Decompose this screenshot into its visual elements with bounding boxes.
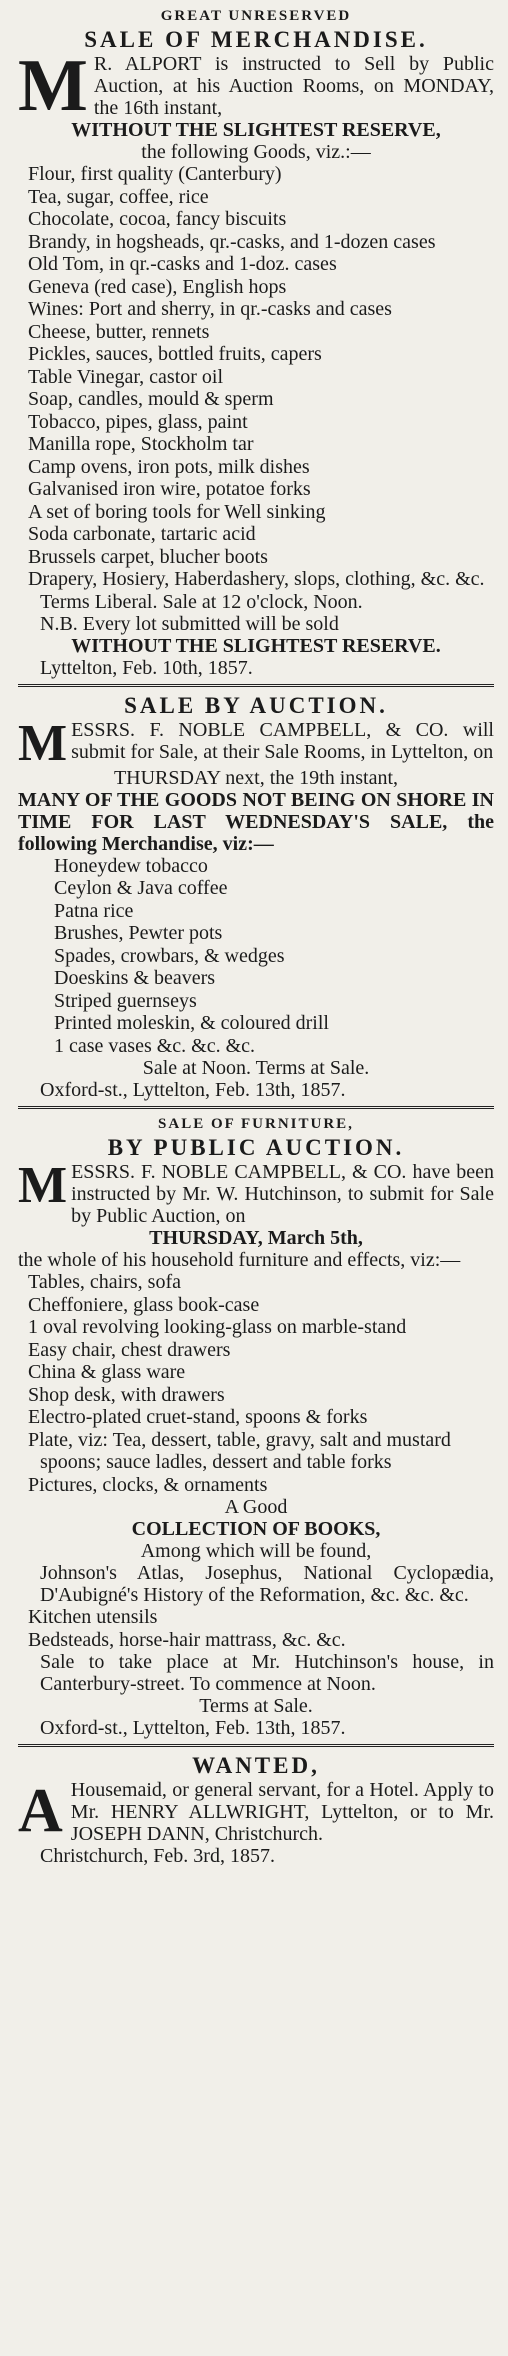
column-divider bbox=[18, 1106, 494, 1109]
list-item: Cheese, butter, rennets bbox=[28, 320, 210, 343]
advert-furniture-sale bbox=[18, 1114, 494, 1739]
advert-intro-text: ESSRS. F. NOBLE CAMPBELL, & CO. have been instructed by Mr. W. Hutchinson, to submit for Sale by Public Auction, on bbox=[71, 1161, 494, 1227]
list-item: Tables, chairs, sofa bbox=[28, 1271, 181, 1293]
list-item: Bedsteads, horse-hair mattrass, &c. &c. bbox=[28, 1628, 346, 1651]
list-item: Kitchen utensils bbox=[28, 1606, 158, 1628]
drop-cap: M bbox=[18, 1157, 68, 1214]
advert-terms: Sale at Noon. Terms at Sale. bbox=[142, 1057, 370, 1079]
advert-headline: WITHOUT THE SLIGHTEST RESERVE, bbox=[71, 119, 441, 141]
list-item: Patna rice bbox=[54, 899, 134, 922]
advert-lead: the following Goods, viz.:— bbox=[141, 141, 371, 163]
books-list: Johnson's Atlas, Josephus, National Cyclopædia, D'Aubigné's History of the Reformation, &c. &c. &c. bbox=[40, 1562, 494, 1606]
list-item: Pictures, clocks, & ornaments bbox=[28, 1473, 268, 1496]
list-item: A set of boring tools for Well sinking bbox=[28, 500, 326, 523]
advert-dateline: Christchurch, Feb. 3rd, 1857. bbox=[40, 1845, 275, 1867]
utensils-list bbox=[18, 1606, 494, 1651]
advert-title: BY PUBLIC AUCTION. bbox=[107, 1135, 405, 1160]
books-good: A Good bbox=[224, 1496, 288, 1518]
list-item: Tea, sugar, coffee, rice bbox=[28, 185, 209, 208]
advert-title: SALE OF MERCHANDISE. bbox=[84, 27, 428, 52]
advert-intro-text: R. ALPORT is instructed to Sell by Public Auction, at his Auction Rooms, on MONDAY, the 16th instant, bbox=[93, 53, 494, 119]
advert-sale-by-auction bbox=[18, 692, 494, 1102]
advert-terms: Terms Liberal. Sale at 12 o'clock, Noon. bbox=[40, 590, 363, 613]
list-item: Plate, viz: Tea, dessert, table, gravy, salt and mustard spoons; sauce ladles, dessert and table forks bbox=[28, 1428, 451, 1473]
advert-dateline: Oxford-st., Lyttelton, Feb. 13th, 1857. bbox=[40, 1717, 346, 1739]
advert-merchandise-sale bbox=[18, 6, 494, 679]
advert-headline: MANY OF THE GOODS NOT BEING ON SHORE IN TIME FOR LAST WEDNESDAY'S SALE, the following Merchandise, viz:— bbox=[18, 788, 494, 855]
goods-list bbox=[18, 163, 494, 591]
list-item: Printed moleskin, & coloured drill bbox=[54, 1012, 329, 1034]
list-item: Galvanised iron wire, potatoe forks bbox=[28, 478, 311, 500]
books-lead: Among which will be found, bbox=[140, 1540, 372, 1562]
advert-title: WANTED, bbox=[192, 1753, 320, 1778]
advert-intro bbox=[18, 714, 494, 772]
list-item: Brandy, in hogsheads, qr.-casks, and 1-dozen cases bbox=[28, 230, 436, 253]
advert-wanted bbox=[18, 1752, 494, 1867]
advert-body bbox=[18, 1779, 494, 1845]
column-divider bbox=[18, 684, 494, 687]
list-item: Wines: Port and sherry, in qr.-casks and cases bbox=[28, 298, 392, 320]
list-item: Camp ovens, iron pots, milk dishes bbox=[28, 455, 310, 478]
list-item: Manilla rope, Stockholm tar bbox=[28, 433, 254, 455]
column-divider bbox=[18, 1744, 494, 1747]
advert-place: Sale to take place at Mr. Hutchinson's house, in Canterbury-street. To commence at Noon. bbox=[40, 1651, 494, 1695]
advert-note: N.B. Every lot submitted will be sold bbox=[40, 612, 339, 635]
advert-terms: Terms at Sale. bbox=[199, 1695, 313, 1717]
advert-day: THURSDAY, March 5th, bbox=[149, 1227, 363, 1249]
list-item: Brushes, Pewter pots bbox=[54, 922, 223, 944]
drop-cap: M bbox=[18, 45, 88, 127]
list-item: 1 oval revolving looking-glass on marble-stand bbox=[28, 1316, 407, 1338]
advert-reserve: WITHOUT THE SLIGHTEST RESERVE. bbox=[71, 634, 441, 657]
list-item: Honeydew tobacco bbox=[54, 854, 208, 877]
advert-body-text: Housemaid, or general servant, for a Hotel. Apply to Mr. HENRY ALLWRIGHT, Lyttelton, or to Mr. JOSEPH DANN, Christchurch. bbox=[70, 1779, 494, 1845]
list-item: Soap, candles, mould & sperm bbox=[28, 388, 274, 410]
list-item: Table Vinegar, castor oil bbox=[28, 365, 224, 388]
advert-dateline: Lyttelton, Feb. 10th, 1857. bbox=[40, 656, 253, 679]
advert-title: SALE BY AUCTION. bbox=[124, 692, 388, 718]
list-item: 1 case vases &c. &c. &c. bbox=[54, 1034, 256, 1057]
books-title: COLLECTION OF BOOKS, bbox=[131, 1518, 381, 1540]
drop-cap: A bbox=[18, 1777, 63, 1845]
drop-cap: M bbox=[18, 714, 68, 772]
list-item: Striped guernseys bbox=[54, 989, 197, 1012]
list-item: Easy chair, chest drawers bbox=[28, 1338, 231, 1361]
advert-kicker: GREAT UNRESERVED bbox=[160, 8, 352, 24]
furniture-list bbox=[18, 1271, 494, 1496]
advert-intro bbox=[18, 1157, 494, 1227]
list-item: Ceylon & Java coffee bbox=[54, 877, 228, 899]
list-item: Geneva (red case), English hops bbox=[28, 275, 287, 298]
advert-day: THURSDAY next, the 19th instant, bbox=[113, 766, 399, 789]
list-item: Old Tom, in qr.-casks and 1-doz. cases bbox=[28, 253, 337, 275]
list-item: Pickles, sauces, bottled fruits, capers bbox=[28, 343, 322, 365]
list-item: Shop desk, with drawers bbox=[28, 1383, 225, 1406]
advert-dateline: Oxford-st., Lyttelton, Feb. 13th, 1857. bbox=[40, 1079, 346, 1101]
list-item: Flour, first quality (Canterbury) bbox=[28, 163, 282, 185]
advert-intro-text: ESSRS. F. NOBLE CAMPBELL, & CO. will submit for Sale, at their Sale Rooms, in Lyttelton, on bbox=[71, 718, 494, 763]
list-item: Spades, crowbars, & wedges bbox=[54, 944, 285, 967]
list-item: China & glass ware bbox=[28, 1361, 186, 1383]
advert-kicker: SALE OF FURNITURE, bbox=[158, 1116, 354, 1132]
list-item: Electro-plated cruet-stand, spoons & forks bbox=[28, 1406, 368, 1428]
goods-list bbox=[18, 855, 494, 1058]
advert-intro bbox=[18, 45, 494, 127]
list-item: Soda carbonate, tartaric acid bbox=[28, 523, 256, 545]
list-item: Chocolate, cocoa, fancy biscuits bbox=[28, 208, 287, 230]
list-item: Drapery, Hosiery, Haberdashery, slops, clothing, &c. &c. bbox=[28, 568, 485, 590]
list-item: Tobacco, pipes, glass, paint bbox=[28, 410, 248, 433]
advert-lead: the whole of his household furniture and effects, viz:— bbox=[18, 1249, 461, 1271]
list-item: Cheffoniere, glass book-case bbox=[28, 1293, 260, 1316]
list-item: Brussels carpet, blucher boots bbox=[28, 545, 268, 568]
list-item: Doeskins & beavers bbox=[54, 967, 216, 989]
